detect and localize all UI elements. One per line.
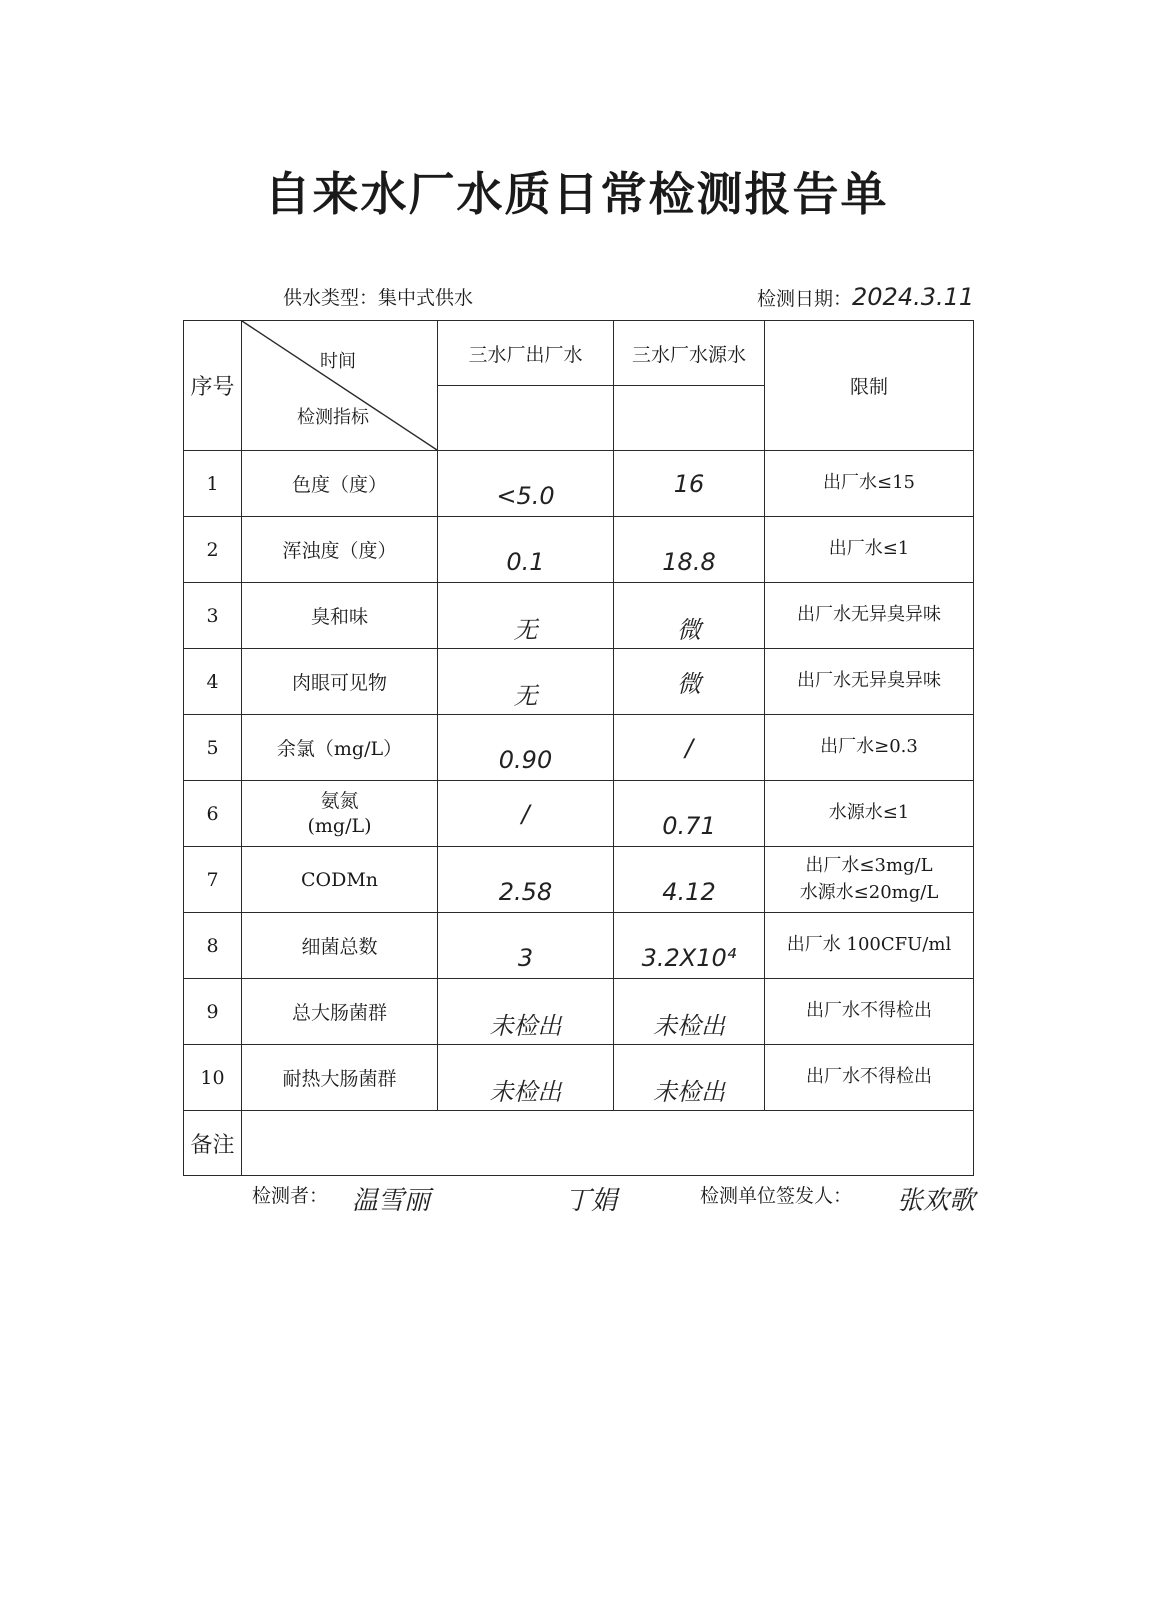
diagonal-line (242, 321, 437, 450)
row-outlet-value (438, 979, 614, 1045)
row-source-value (614, 1045, 765, 1111)
source-value-text: 3.2X10⁴ (641, 943, 737, 972)
row-indicator: 总大肠菌群 (242, 979, 438, 1045)
source-value-text: 18.8 (662, 547, 716, 576)
table-row (184, 979, 974, 1045)
row-limit: 出厂水≤3mg/L 水源水≤20mg/L (765, 847, 974, 913)
supply-type-label: 供水类型： (283, 287, 379, 309)
outlet-value-text: 无 (513, 616, 538, 644)
header-indicator: 检测指标 (297, 407, 369, 428)
table-row (184, 1045, 974, 1111)
table-row (184, 451, 974, 517)
row-indicator: 余氯（mg/L） (242, 715, 438, 781)
source-value-text: 微 (677, 616, 701, 644)
header-seq: 序号 (184, 321, 242, 451)
row-indicator: 耐热大肠菌群 (242, 1045, 438, 1111)
outlet-value-text: 2.58 (498, 877, 553, 906)
row-number: 1 (184, 451, 242, 517)
row-indicator: 肉眼可见物 (242, 649, 438, 715)
row-limit: 出厂水≤1 (765, 517, 974, 583)
row-limit: 出厂水≥0.3 (765, 715, 974, 781)
row-outlet-value (438, 451, 614, 517)
row-number: 9 (184, 979, 242, 1045)
row-outlet-value (438, 781, 614, 847)
row-source-value (614, 649, 765, 715)
row-limit: 水源水≤1 (765, 781, 974, 847)
row-source-value (614, 979, 765, 1045)
note-content (242, 1111, 974, 1176)
source-value-text: / (684, 733, 694, 762)
row-source-value (614, 583, 765, 649)
table-row (184, 847, 974, 913)
row-number: 3 (184, 583, 242, 649)
row-limit: 出厂水不得检出 (765, 1045, 974, 1111)
row-number: 5 (184, 715, 242, 781)
row-outlet-value (438, 583, 614, 649)
table-row (184, 913, 974, 979)
row-indicator: 臭和味 (242, 583, 438, 649)
row-limit: 出厂水≤15 (765, 451, 974, 517)
note-row (184, 1111, 974, 1176)
source-value-text: 未检出 (653, 1078, 725, 1106)
tester-label: 检测者： (252, 1185, 329, 1207)
row-number: 7 (184, 847, 242, 913)
outlet-value-text: <5.0 (496, 481, 555, 510)
row-source-value (614, 913, 765, 979)
table-row (184, 715, 974, 781)
table-row (184, 649, 974, 715)
test-date-label: 检测日期： (757, 288, 853, 310)
row-outlet-value (438, 913, 614, 979)
note-label: 备注 (184, 1111, 242, 1176)
row-indicator: CODMn (242, 847, 438, 913)
header-outlet-blank (438, 386, 614, 451)
row-source-value (614, 781, 765, 847)
source-value-text: 0.71 (662, 811, 716, 840)
signer-signature: 张欢歌 (897, 1186, 976, 1216)
outlet-value-text: 0.1 (506, 547, 545, 576)
row-indicator: 色度（度） (242, 451, 438, 517)
header-source-water: 三水厂水源水 (614, 321, 765, 386)
row-source-value (614, 715, 765, 781)
tester-signature-1: 温雪丽 (352, 1186, 431, 1216)
outlet-value-text: 未检出 (489, 1078, 562, 1106)
header-limit: 限制 (765, 321, 974, 451)
row-number: 10 (184, 1045, 242, 1111)
row-limit: 出厂水不得检出 (765, 979, 974, 1045)
test-date-value: 2024.3.11 (852, 283, 975, 311)
row-number: 4 (184, 649, 242, 715)
row-number: 8 (184, 913, 242, 979)
source-value-text: 4.12 (662, 877, 716, 906)
source-value-text: 16 (673, 469, 705, 498)
outlet-value-text: 3 (517, 943, 534, 972)
row-indicator: 氨氮 (mg/L) (242, 781, 438, 847)
table-header-row (184, 321, 974, 386)
table-row (184, 583, 974, 649)
row-number: 6 (184, 781, 242, 847)
table-row (184, 781, 974, 847)
table-row (184, 517, 974, 583)
row-outlet-value (438, 847, 614, 913)
outlet-value-text: / (521, 799, 530, 828)
tester-signature-2: 丁娟 (565, 1186, 618, 1216)
row-source-value (614, 517, 765, 583)
outlet-value-text: 无 (513, 682, 538, 710)
header-diagonal-cell (242, 321, 438, 451)
row-outlet-value (438, 517, 614, 583)
row-limit: 出厂水无异臭异味 (765, 649, 974, 715)
test-date (757, 283, 974, 311)
outlet-value-text: 0.90 (498, 745, 553, 774)
supply-type (283, 283, 473, 310)
row-limit: 出厂水无异臭异味 (765, 583, 974, 649)
report-table (183, 320, 974, 1176)
header-source-blank (614, 386, 765, 451)
row-indicator: 浑浊度（度） (242, 517, 438, 583)
supply-type-value: 集中式供水 (378, 287, 474, 309)
row-number: 2 (184, 517, 242, 583)
row-outlet-value (438, 715, 614, 781)
header-time: 时间 (320, 351, 356, 372)
row-outlet-value (438, 1045, 614, 1111)
signer-label: 检测单位签发人： (700, 1185, 853, 1207)
page-title: 自来水厂水质日常检测报告单 (264, 167, 889, 221)
row-outlet-value (438, 649, 614, 715)
row-limit: 出厂水 100CFU/ml (765, 913, 974, 979)
header-outlet-water: 三水厂出厂水 (438, 321, 614, 386)
row-source-value (614, 847, 765, 913)
outlet-value-text: 未检出 (489, 1012, 562, 1040)
source-value-text: 微 (677, 670, 701, 698)
source-value-text: 未检出 (653, 1012, 725, 1040)
row-source-value (614, 451, 765, 517)
row-indicator: 细菌总数 (242, 913, 438, 979)
